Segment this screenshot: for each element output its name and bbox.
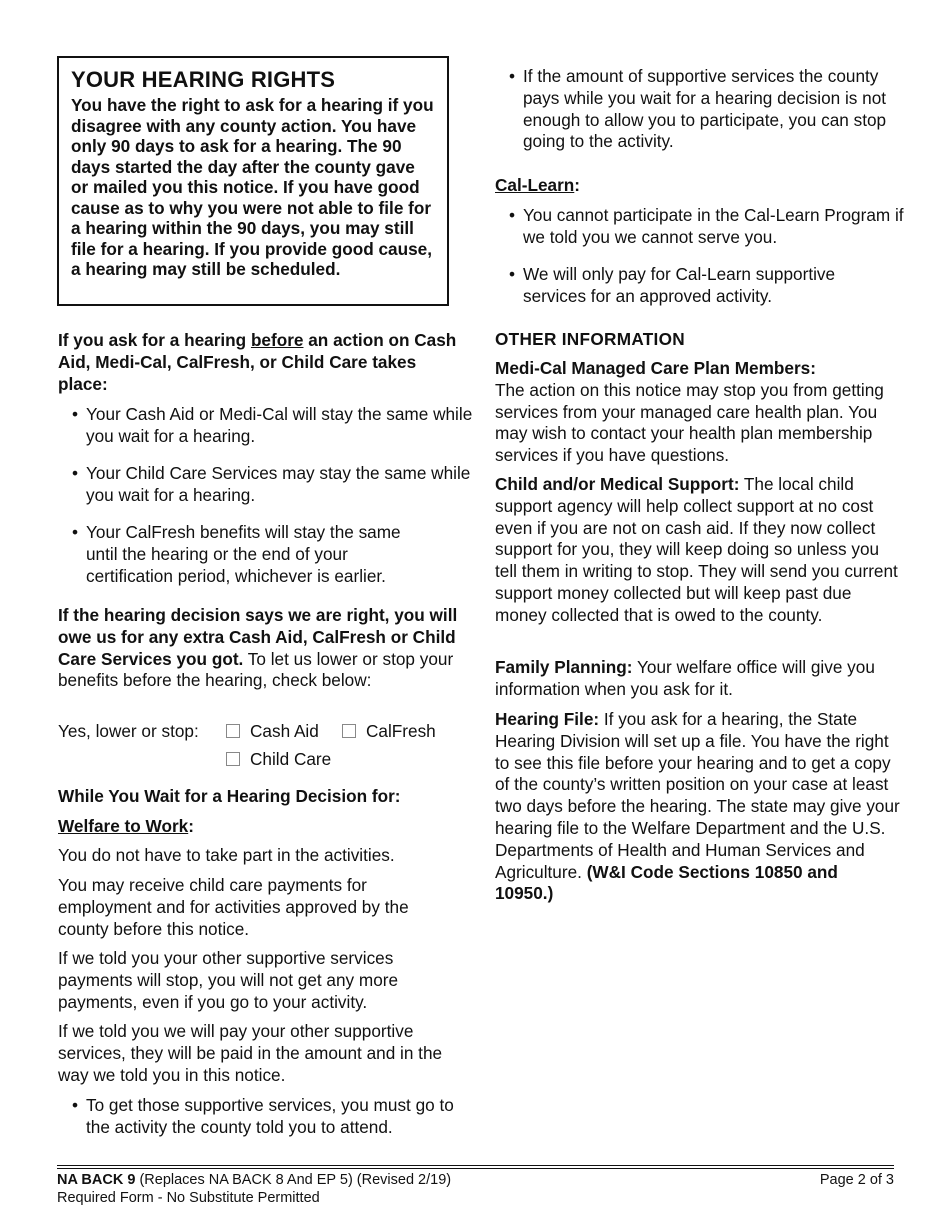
checkbox[interactable] bbox=[226, 752, 240, 766]
list-item: • Your CalFresh benefits will stay the same until the hearing or the end of your certification period, whichever is earlier. bbox=[72, 522, 436, 587]
wtw-paragraph: If we told you we will pay your other supportive services, they will be paid in the amount and in the way we told you in this notice. bbox=[58, 1021, 443, 1085]
list-item: • We will only pay for Cal-Learn supportive services for an approved activity. bbox=[509, 264, 893, 308]
footer-rule bbox=[57, 1168, 894, 1169]
hearing-rights-box bbox=[57, 56, 449, 306]
form-note: Required Form - No Substitute Permitted bbox=[57, 1190, 320, 1206]
checkbox[interactable] bbox=[342, 724, 356, 738]
list-item: • Your Child Care Services may stay the same while you wait for a hearing. bbox=[72, 463, 476, 507]
wtw-paragraph: You may receive child care payments for employment and for activities approved by the county before this notice. bbox=[58, 875, 409, 939]
option-cash-aid[interactable]: Cash Aid bbox=[226, 721, 319, 743]
lower-stop-label: Yes, lower or stop: bbox=[58, 721, 199, 741]
medi-cal-paragraph: Medi-Cal Managed Care Plan Members: The action on this notice may stop you from getting services from your managed care health plan. You may wish to contact your health plan membership services if you have questions. bbox=[495, 358, 884, 466]
page-number: Page 2 of 3 bbox=[819, 1172, 894, 1188]
family-planning-paragraph: Family Planning: Your welfare office will give you information when you ask for it. bbox=[495, 657, 875, 699]
support-paragraph: Child and/or Medical Support: The local child support agency will help collect support at no cost even if you are not on cash aid. If they now collect support for you, they will keep doing so unless you tell them in writing to stop. They will send you current support money collected but will keep past due money collected that is owed to the county. bbox=[495, 474, 898, 625]
decision-paragraph: If the hearing decision says we are right, you will owe us for any extra Cash Aid, CalFresh or Child Care Services you got. To let us lower or stop your benefits before the hearing, check below: bbox=[58, 605, 458, 691]
wtw-paragraph: If we told you your other supportive services payments will stop, you will not get any more payments, even if you go to your activity. bbox=[58, 948, 399, 1012]
form-id: NA BACK 9 (Replaces NA BACK 8 And EP 5) (Revised 2/19) bbox=[57, 1172, 452, 1188]
checkbox[interactable] bbox=[226, 724, 240, 738]
hearing-rights-title: YOUR HEARING RIGHTS bbox=[71, 67, 336, 92]
hearing-file-paragraph: Hearing File: If you ask for a hearing, the State Hearing Division will set up a file. You have the right to see this file before your hearing and to get a copy of the county’s written position on your case at least two days before the hearing. The state may give your hearing file to the Welfare Department and the U.S. Departments of Health and Human Services and Agriculture. (W&I Code Sections 10850 and 10950.) bbox=[495, 709, 900, 904]
wtw-paragraph: You do not have to take part in the activities. bbox=[58, 845, 395, 865]
option-calfresh[interactable]: CalFresh bbox=[342, 721, 436, 743]
option-child-care[interactable]: Child Care bbox=[226, 749, 331, 771]
footer-rule bbox=[57, 1165, 894, 1166]
other-info-heading: OTHER INFORMATION bbox=[495, 329, 686, 349]
before-action-lead: If you ask for a hearing before an action on Cash Aid, Medi-Cal, CalFresh, or Child Care takes place: bbox=[58, 330, 457, 394]
welfare-to-work-heading: Welfare to Work: bbox=[58, 816, 194, 836]
list-item: • To get those supportive services, you must go to the activity the county told you to attend. bbox=[72, 1095, 461, 1139]
cal-learn-heading: Cal-Learn: bbox=[495, 175, 581, 195]
list-item: • Your Cash Aid or Medi-Cal will stay the same while you wait for a hearing. bbox=[72, 404, 476, 448]
hearing-rights-text: You have the right to ask for a hearing if you disagree with any county action. You have only 90 days to ask for a hearing. The 90 days started the day after the county gave or mailed you this notice. If you have good cause as to why you were not able to file for a hearing within the 90 days, you may still file for a hearing. If you provide good cause, a hearing may still be scheduled. bbox=[71, 95, 434, 279]
wait-heading: While You Wait for a Hearing Decision for: bbox=[58, 786, 401, 806]
list-item: • You cannot participate in the Cal-Learn Program if we told you we cannot serve you. bbox=[509, 205, 918, 249]
list-item: • If the amount of supportive services the county pays while you wait for a hearing decision is not enough to allow you to participate, you can stop going to the activity. bbox=[509, 66, 918, 153]
